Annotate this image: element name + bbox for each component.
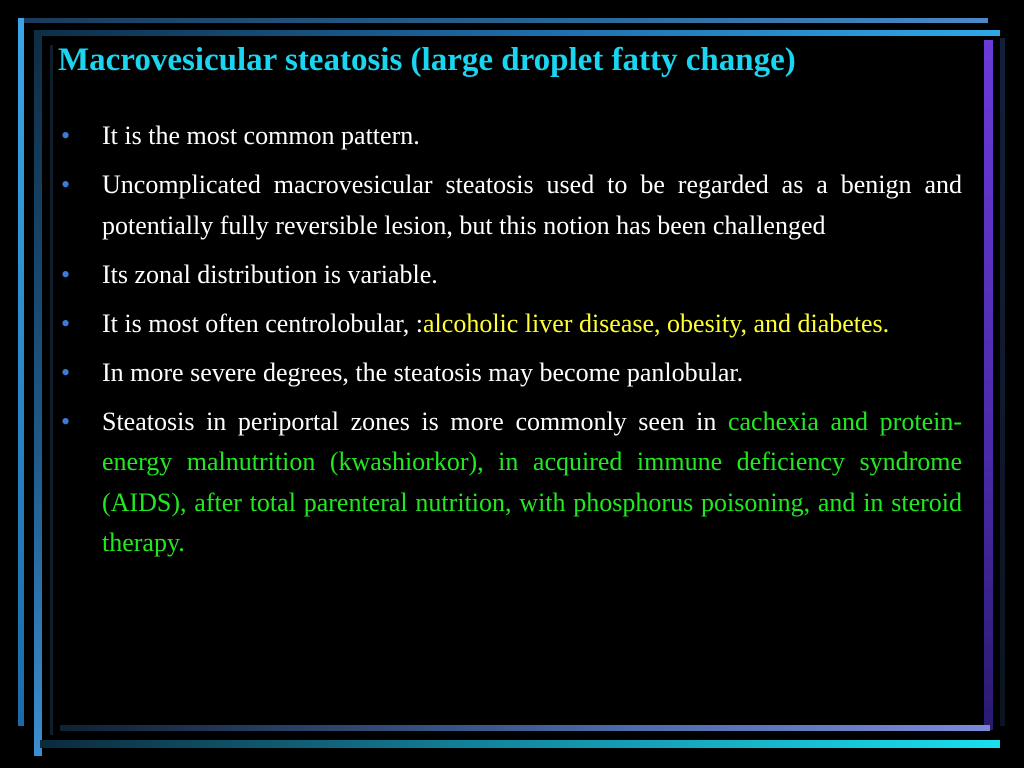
bullet-icon: • bbox=[61, 406, 71, 436]
bullet-item bbox=[60, 304, 962, 345]
frame-bar-bottom-lower bbox=[40, 740, 1000, 748]
bullet-item bbox=[60, 353, 962, 394]
slide-title: Macrovesicular steatosis (large droplet fatty change) bbox=[58, 42, 796, 78]
bullet-icon: • bbox=[61, 308, 71, 338]
bullet-item bbox=[60, 165, 962, 246]
bullet-icon: • bbox=[61, 121, 71, 150]
bullet-icon: • bbox=[61, 357, 71, 387]
bullet-icon: • bbox=[61, 259, 71, 289]
frame-bar-bottom-upper bbox=[60, 725, 990, 731]
frame-bar-top-inner bbox=[34, 30, 1000, 36]
bullet-highlight-text: alcoholic liver disease, obesity, and diabetes. bbox=[423, 308, 890, 338]
bullet-text: In more severe degrees, the steatosis may become panlobular. bbox=[102, 357, 744, 387]
frame-bar-right-purple bbox=[984, 40, 993, 730]
bullet-text: It is the most common pattern. bbox=[102, 121, 420, 150]
frame-bar-top-outer bbox=[18, 18, 988, 23]
frame-bar-left-shadow bbox=[50, 45, 53, 735]
bullet-text: It is most often centrolobular, : bbox=[102, 308, 424, 338]
bullet-text: Its zonal distribution is variable. bbox=[102, 259, 438, 289]
bullet-item bbox=[60, 255, 962, 296]
bullet-item bbox=[60, 402, 962, 564]
bullet-highlight-text: cachexia and protein-energy malnutrition (kwashiorkor), in acquired immune deficiency syndrome (AIDS), after total parenteral nutrition, with phosphorus poisoning, and in steroid therapy. bbox=[102, 406, 962, 557]
bullet-item bbox=[60, 116, 962, 157]
frame-bar-left-inner bbox=[34, 30, 42, 756]
bullet-text: Uncomplicated macrovesicular steatosis used to be regarded as a benign and potentially fully reversible lesion, but this notion has been challenged bbox=[102, 170, 962, 240]
frame-bar-right-dark bbox=[1000, 38, 1005, 726]
bullet-list bbox=[60, 116, 962, 572]
frame-bar-left-outer bbox=[18, 18, 24, 726]
bullet-icon: • bbox=[61, 170, 71, 199]
bullet-text: Steatosis in periportal zones is more commonly seen in bbox=[102, 406, 728, 436]
